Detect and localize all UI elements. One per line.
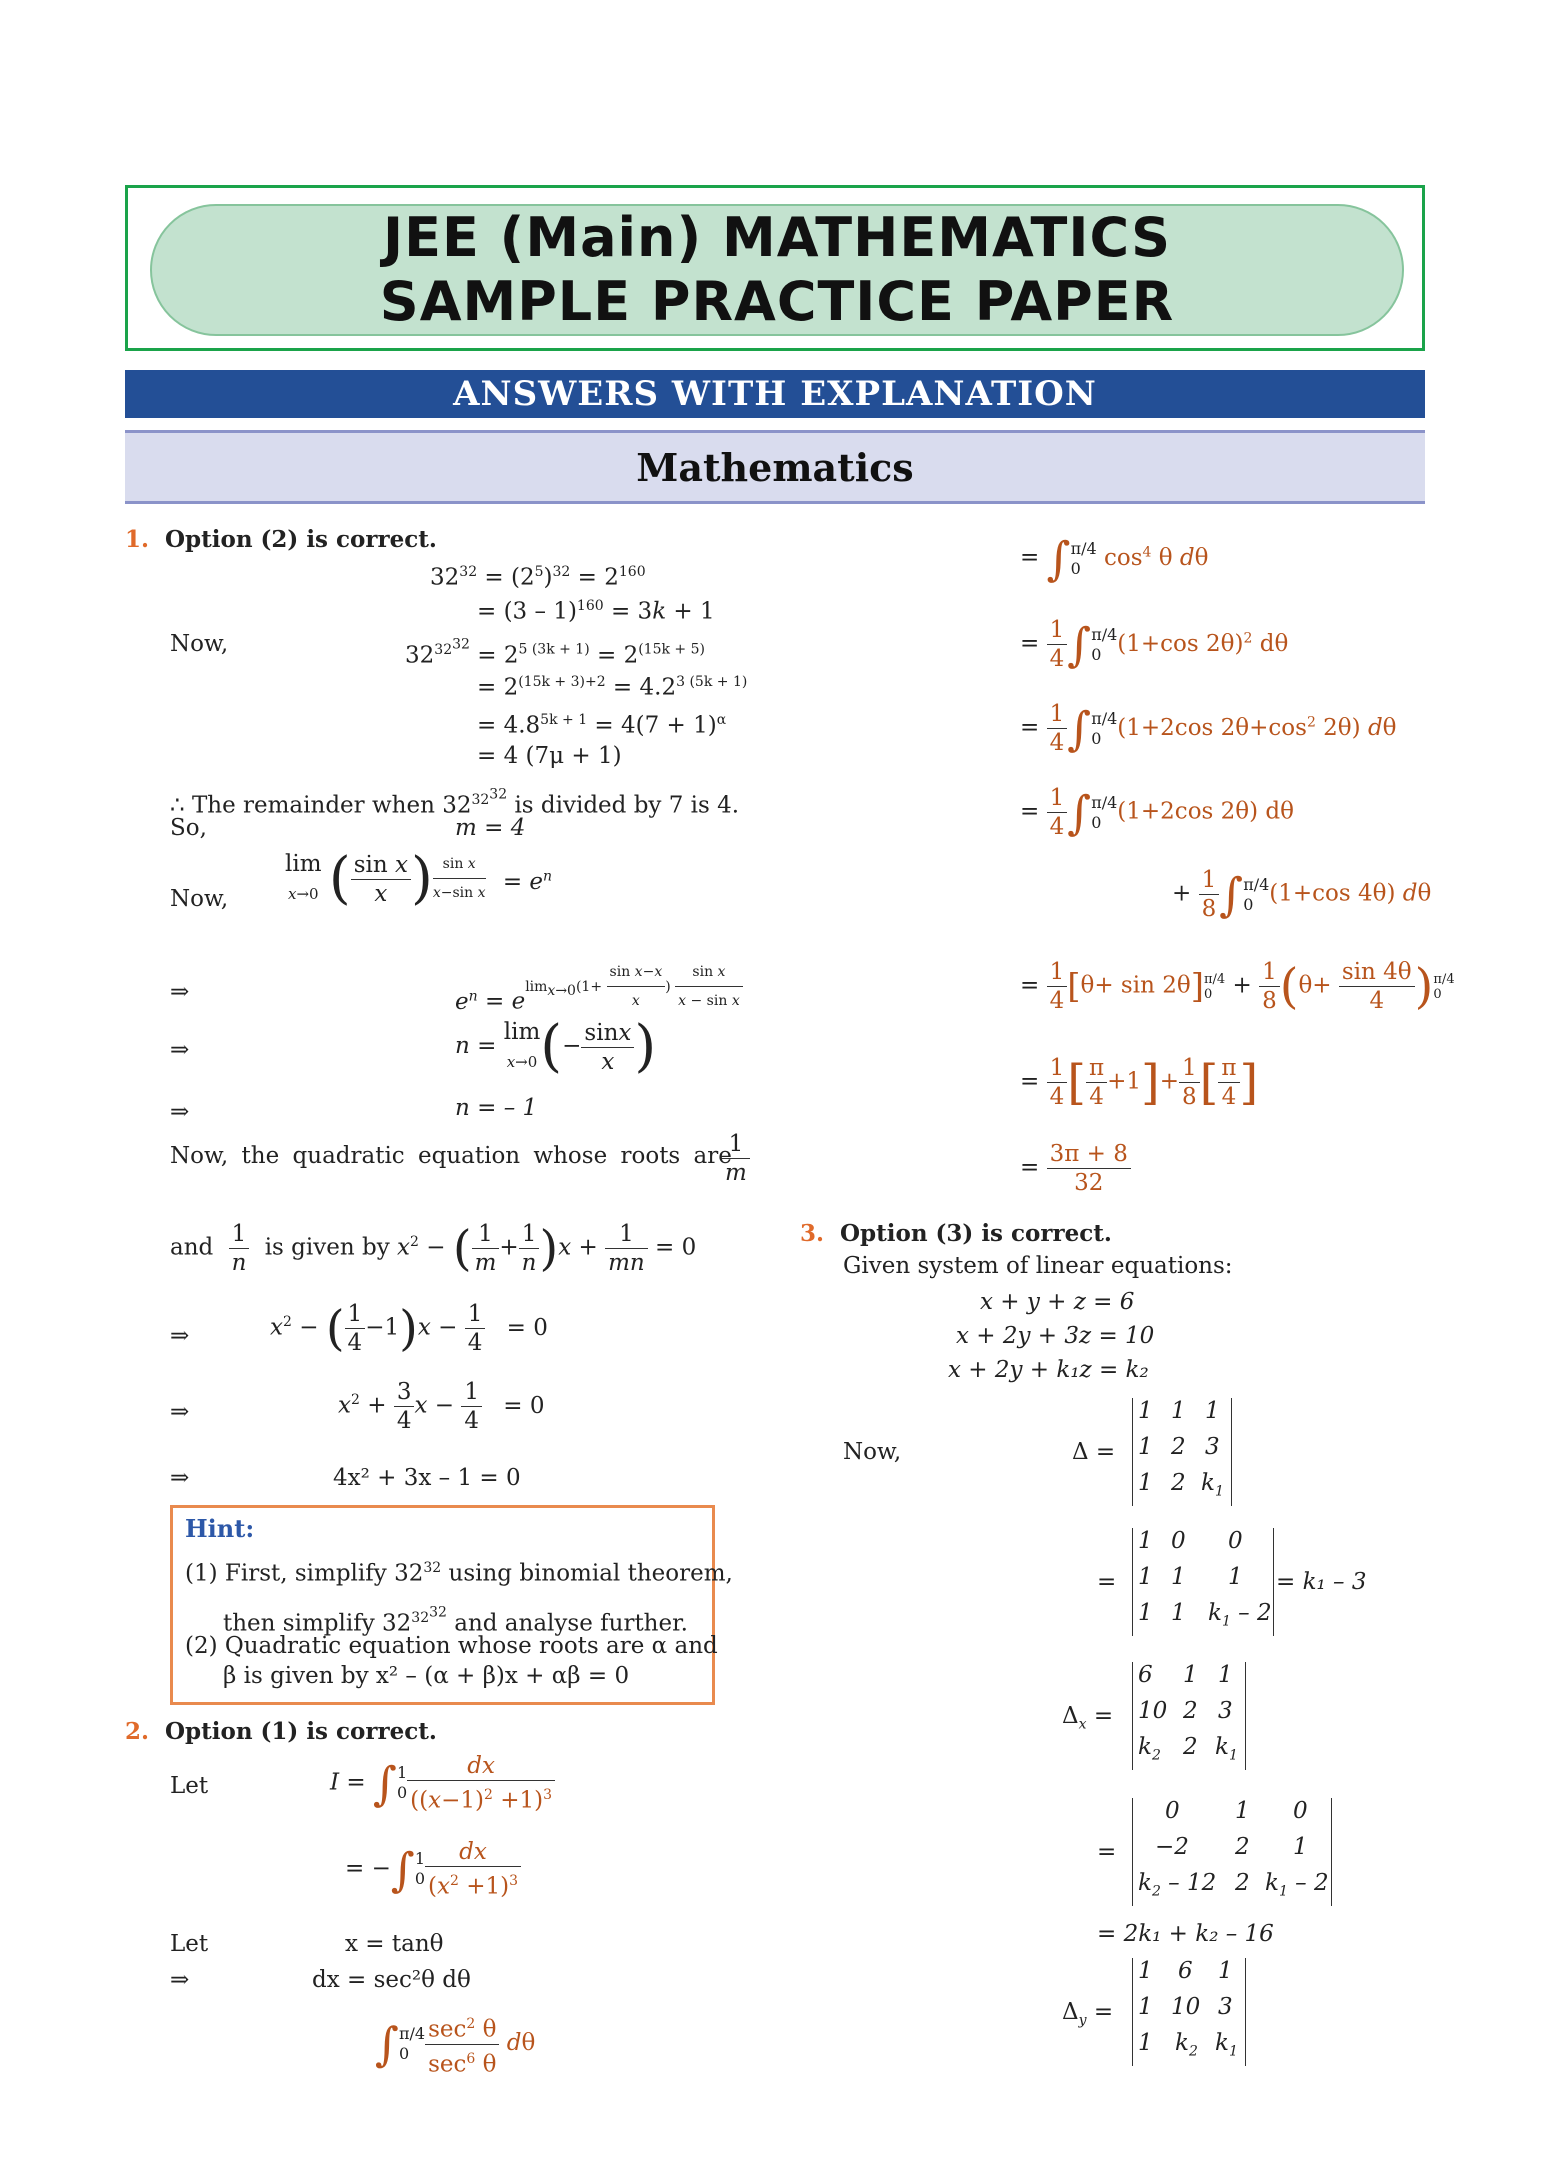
q3-delta-matrix: 1 1 1 1 2 3 1 2 $k_1$	[1132, 1398, 1232, 1506]
q1-n-limit-eq: n = lim x→0(− $\frac{\sin x}{x}$ )	[455, 1014, 657, 1079]
q2-integral-2: = −∫1 0 $\frac{dx}{(x^2 +1)^3}$	[345, 1838, 521, 1901]
q1-now2-label: Now,	[170, 886, 229, 912]
q3-deltax-reduced-matrix: 0 1 0 −2 2 1 $k_2 - 12$ 2 $k_1 - 2$	[1132, 1798, 1332, 1906]
q1-quad-step1: $x^2$ − ( $\frac{1}{4}$ −1)x − $\frac{1}{4}$ = 0	[270, 1300, 548, 1357]
q3-delta-result: = k₁ – 3	[1276, 1569, 1367, 1595]
q2-r-step1: = ∫π/4 0 $\cos^4 \theta$ dθ	[1020, 531, 1209, 586]
q1-step1: $32^{32} = (2^5)^{32} = 2^{160}$	[430, 564, 646, 591]
q1-number: 1.	[125, 526, 150, 553]
subject-band: Mathematics	[125, 430, 1425, 504]
q1-quad-text-span: Now, the quadratic equation whose roots are	[170, 1143, 732, 1169]
q1-quad-text	[170, 1142, 732, 1170]
title-line-2: SAMPLE PRACTICE PAPER	[379, 270, 1175, 333]
hint-line-3: (2) Quadratic equation whose roots are α and	[185, 1633, 718, 1659]
q3-deltay-label: $\Delta_y$ =	[1062, 1999, 1114, 2029]
q3-eq2: x + 2y + 3z = 10	[956, 1323, 1155, 1349]
q3-deltay-matrix: 1 6 1 1 10 3 1 $k_2$ $k_1$	[1132, 1958, 1246, 2066]
q3-eq1: x + y + z = 6	[980, 1289, 1135, 1315]
q1-implies-1: ⇒	[170, 979, 190, 1005]
q3-deltax-label: $\Delta_x$ =	[1062, 1703, 1114, 1733]
q1-step2: = (3 – 1)$^{160}$ = 3k + 1	[477, 598, 715, 625]
q2-result-num: 3π + 8	[1047, 1140, 1131, 1169]
q1-so-label: So,	[170, 815, 207, 841]
q2-implies: ⇒	[170, 1967, 190, 1993]
q1-implies-3: ⇒	[170, 1099, 190, 1125]
q2-let2-label: Let	[170, 1931, 209, 1957]
q1-step3: $32^{32^{32}} = 2^{5 (3k + 1)} = 2^{(15k + 5)}$	[405, 636, 705, 669]
q1-frac-1-m: $\frac{1}{m}$	[722, 1130, 750, 1187]
title-box	[125, 185, 1425, 351]
q1-and-line: and $\frac{1}{n}$ is given by $x^2$ − ( $\frac{1}{m}$ + $\frac{1}{n}$ )x + $\frac{1}{mn}$ = 0	[170, 1220, 697, 1277]
q1-quad-step2: $x^2$ + $\frac{3}{4}$ x − $\frac{1}{4}$ = 0	[338, 1379, 545, 1434]
q1-remainder-b: is divided by 7 is 4.	[514, 792, 740, 819]
q1-remainder-line: ∴ The remainder when $32^{32^{32}}$ is divided by 7 is 4.	[170, 786, 740, 819]
q1-step6: = 4 (7μ + 1)	[477, 743, 622, 769]
q2-heading: Option (1) is correct.	[165, 1718, 437, 1745]
q1-and-label: and	[170, 1234, 214, 1261]
hint-l2b: and analyse further.	[454, 1610, 688, 1637]
q3-number: 3.	[800, 1220, 825, 1247]
q2-integral-3: ∫π/4 0 $\frac{\sec^2 \theta}{\sec^6 \theta}$ dθ	[375, 2010, 535, 2078]
q2-r-step3: = $\frac{1}{4}$ ∫π/4 0 (1+2cos $2\theta+\cos^2$ 2θ) dθ	[1020, 701, 1397, 756]
q2-number: 2.	[125, 1718, 150, 1745]
q2-r-step2: = $\frac{1}{4}$ ∫π/4 0 (1+cos 2θ)$^2$ dθ	[1020, 617, 1289, 672]
q1-implies-6: ⇒	[170, 1465, 190, 1491]
q1-en-eq: $e^n = e^{lim_{x\to 0}(1+ \frac{\text{sin x−x}}{x} ) \frac{\text{sin x}}{\text{x − sin x}}}$	[455, 958, 743, 1016]
hint-l1b: using binomial theorem,	[448, 1560, 733, 1587]
q2-dx-eq: dx = sec²θ dθ	[312, 1967, 471, 1993]
q1-heading: Option (2) is correct.	[165, 526, 437, 553]
q1-implies-2: ⇒	[170, 1037, 190, 1063]
q2-r-step5: + $\frac{1}{8}$ ∫π/4 0 (1+cos 4θ) dθ	[1172, 867, 1432, 922]
q1-limit-eq: lim x→0 ( $\frac{\text{sin x}}{x}$ ) $\frac{\text{sin x}}{\text{x−sin x}}$ = $e^n$	[285, 846, 553, 911]
q3-eq3: x + 2y + k₁z = k₂	[948, 1357, 1149, 1383]
q1-given-by: is given by	[264, 1234, 390, 1261]
q3-given: Given system of linear equations:	[843, 1253, 1233, 1279]
hint-title: Hint:	[185, 1514, 255, 1543]
q3-heading: Option (3) is correct.	[840, 1220, 1112, 1247]
q3-now-label: Now,	[843, 1439, 902, 1465]
q1-implies-5: ⇒	[170, 1399, 190, 1425]
q2-result-den: 32	[1074, 1170, 1104, 1196]
hint-line-4: β is given by x² – (α + β)x + αβ = 0	[223, 1663, 630, 1689]
hint-box	[170, 1505, 733, 1705]
q1-n-eq: n = – 1	[455, 1095, 538, 1121]
q1-m-eq: m = 4	[455, 815, 526, 841]
hint-l2a: then simplify	[223, 1610, 375, 1637]
q3-eq-sign-1: =	[1097, 1569, 1117, 1595]
q3-delta-label: Δ =	[1072, 1439, 1116, 1465]
q1-now-label: Now,	[170, 631, 229, 657]
q2-r-result: = $\frac{3\pi + 8}{32}$	[1020, 1140, 1131, 1197]
q1-remainder-a: ∴ The remainder when	[170, 792, 435, 819]
title-pill	[150, 204, 1404, 336]
q2-integral-1: I = ∫1 0 $\frac{dx}{((x-1)^2 +1)^3}$	[330, 1752, 555, 1815]
hint-l1a: (1) First, simplify	[185, 1560, 387, 1587]
q2-r-step6: = $\frac{1}{4}$ [θ+ sin 2θ]π/4 0 + $\frac{1}{8}$ (θ+ $\frac{\sin 4\theta}{4}$ )π/4 0	[1020, 958, 1455, 1015]
title-line-1: JEE (Main) MATHEMATICS	[383, 206, 1171, 269]
q1-step5: = $4.8^{5k + 1} = 4(7 + 1)^\alpha$	[477, 712, 727, 739]
q3-deltax-matrix: 6 1 1 10 2 3 $k_2$ 2 $k_1$	[1132, 1662, 1246, 1770]
hint-line-2: then simplify $32^{32^{32}}$ and analyse further.	[223, 1604, 688, 1637]
q3-eq-sign-2: =	[1097, 1839, 1117, 1865]
q2-r-step4: = $\frac{1}{4}$ ∫π/4 0 (1+2cos 2θ) dθ	[1020, 785, 1294, 840]
q1-final-eq: 4x² + 3x – 1 = 0	[333, 1465, 521, 1491]
q2-let-label: Let	[170, 1773, 209, 1799]
q1-implies-4: ⇒	[170, 1323, 190, 1349]
q3-delta-reduced-matrix: 1 0 0 1 1 1 1 1 $k_1 - 2$	[1132, 1528, 1274, 1636]
q3-deltax-result: = 2k₁ + k₂ – 16	[1097, 1921, 1274, 1947]
answers-band: ANSWERS WITH EXPLANATION	[125, 370, 1425, 418]
q1-step4: = $2^{(15k + 3)+2} = 4.2^{3 (5k + 1)}$	[477, 674, 748, 701]
hint-line-1: (1) First, simplify $32^{32}$ using binomial theorem,	[185, 1560, 733, 1587]
q2-r-step7: = $\frac{1}{4}$ [ $\frac{\pi}{4}$ +1]+ $\frac{1}{8}$ [ $\frac{\pi}{4}$ ]	[1020, 1054, 1259, 1111]
q2-x-eq: x = tanθ	[345, 1931, 444, 1957]
